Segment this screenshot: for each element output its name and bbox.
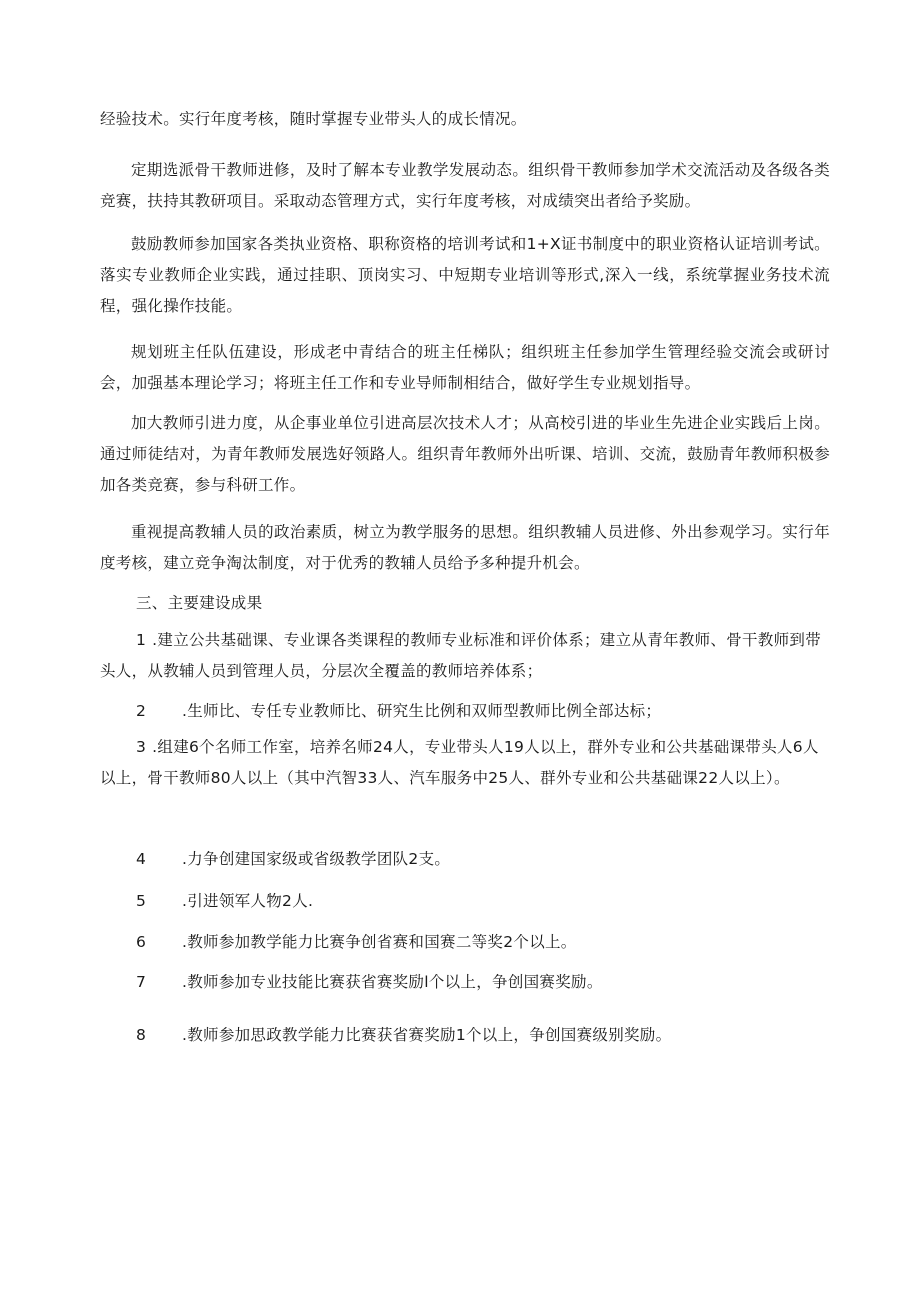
list-item [100,844,830,875]
list-item-text: .力争创建国家级或省级教学团队2支。 [182,850,451,868]
paragraph-certification-training: 鼓励教师参加国家各类执业资格、职称资格的培训考试和1+X证书制度中的职业资格认证培训考试。落实专业教师企业实践，通过挂职、顶岗实习、中短期专业培训等形式,深入一线，系统掌握业务技术流程，强化操作技能。 [100,235,830,315]
list-item [100,1020,830,1051]
list-item-text: .引进领军人物2人. [182,892,314,910]
list-item-text: .建立公共基础课、专业课各类课程的教师专业标准和评价体系；建立从青年教师、骨干教师到带头人，从教辅人员到管理人员，分层次全覆盖的教师培养体系； [100,631,822,680]
list-item [100,927,830,958]
section-heading: 三、主要建设成果 [136,594,263,612]
paragraph-class-advisors: 规划班主任队伍建设，形成老中青结合的班主任梯队；组织班主任参加学生管理经验交流会或研讨会，加强基本理论学习；将班主任工作和专业导师制相结合，做好学生专业规划指导。 [100,343,830,392]
list-item-text: .生师比、专任专业教师比、研究生比例和双师型教师比例全部达标； [182,702,662,720]
list-item [100,625,830,687]
list-item [100,967,830,998]
list-item [100,696,830,727]
list-item-text: .教师参加专业技能比赛获省赛奖励l个以上，争创国赛奖励。 [182,973,603,991]
list-item-number: 8 [136,1026,147,1044]
list-item-number: 1 [136,631,147,649]
list-item-number: 6 [136,933,147,951]
paragraph-teacher-recruitment: 加大教师引进力度，从企事业单位引进高层次技术人才；从高校引进的毕业生先进企业实践后上岗。通过师徒结对，为青年教师发展选好领路人。组织青年教师外出听课、培训、交流，鼓励青年教师积极参加各类竞赛，参与科研工作。 [100,414,830,494]
paragraph-backbone-teachers: 定期选派骨干教师进修，及时了解本专业教学发展动态。组织骨干教师参加学术交流活动及各级各类竞赛，扶持其教研项目。采取动态管理方式，实行年度考核，对成绩突出者给予奖励。 [100,161,830,210]
list-item-text: .组建6个名师工作室，培养名师24人，专业带头人19人以上，群外专业和公共基础课带头人6人以上，骨干教师80人以上（其中汽智33人、汽车服务中25人、群外专业和公共基础课22人以上）。 [100,738,819,787]
list-item-number: 2 [136,702,147,720]
paragraph-continuation: 经验技术。实行年度考核，随时掌握专业带头人的成长情况。 [100,110,527,128]
list-item-number: 7 [136,973,147,991]
list-item-text: .教师参加思政教学能力比赛获省赛奖励1个以上，争创国赛级别奖励。 [182,1026,672,1044]
list-item [100,732,830,794]
list-item-number: 4 [136,850,147,868]
list-item-number: 3 [136,738,147,756]
list-item [100,886,830,917]
list-item-number: 5 [136,892,147,910]
list-item-text: .教师参加教学能力比赛争创省赛和国赛二等奖2个以上。 [182,933,577,951]
paragraph-support-staff: 重视提高教辅人员的政治素质，树立为教学服务的思想。组织教辅人员进修、外出参观学习。实行年度考核，建立竞争淘汰制度，对于优秀的教辅人员给予多种提升机会。 [100,523,830,572]
